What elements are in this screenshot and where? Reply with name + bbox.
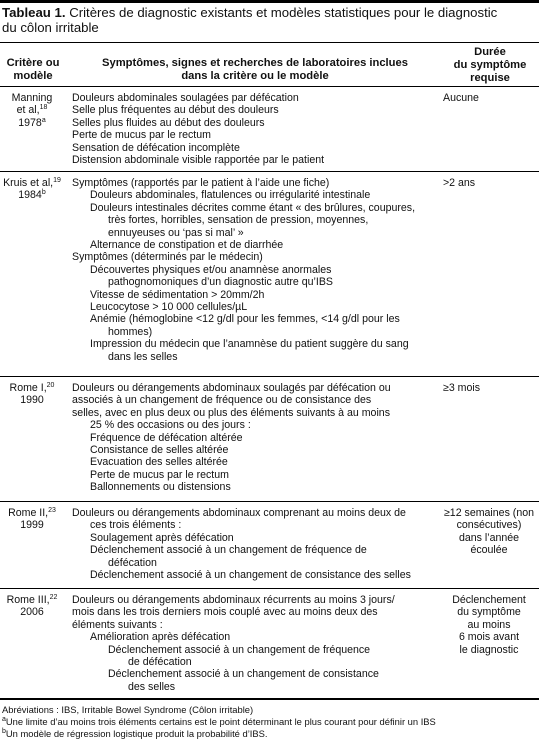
- footnote-a: $^a$Une limite d’au moins trois éléments certains est le point déterminant le plus courant pour définir un IBS: [2, 716, 436, 727]
- row-kruis-criteria: Symptômes (rapportés par le patient à l’aide une fiche) Douleurs abdominales, flatulences ou irrégularité intestinale Douleurs intestinales décrites comme étant « des brûlures, coupures, très fortes, horribles, sensation de pression, moyennes, ennuyeuses ou ‘pas si mal’ » Alternance de constipation et de diarrhée Symptômes (déterminés par le médecin) Découvertes physiques et/ou anamnèse anormales pathognomoniques d’un diagnostic autre qu’IBS Vitesse de sédimentation > 20mm/2h Leucocytose > 10 000 cellules/µL Anémie (hémoglobine <12 g/dl pour les femmes, <14 g/dl pour les hommes) Impression du médecin que l’anamnèse du patient suggère du sang dans les selles: [72, 177, 416, 363]
- row-rome2-duration: ≥12 semaines (non consécutives) dans l’année écoulée: [443, 507, 535, 557]
- row-rome2-name: Rome II,$^{23}$ 1999: [8, 507, 56, 532]
- header-bottom-rule: [0, 86, 539, 87]
- header-col1: Critère ou modèle: [6, 57, 60, 82]
- caption-label: Tableau 1.: [2, 5, 66, 20]
- footnote-abbreviations: Abréviations : IBS, Irritable Bowel Syndrome (Côlon irritable): [2, 704, 254, 715]
- row-rome1-duration: ≥3 mois: [443, 382, 481, 394]
- row-divider: [0, 171, 539, 172]
- header-col3: Durée du symptôme requise: [453, 46, 527, 84]
- row-divider: [0, 376, 539, 377]
- row-manning-duration: Aucune: [443, 92, 479, 104]
- top-rule: [0, 0, 539, 3]
- table-caption: [2, 5, 537, 35]
- footnote-b: $^b$Un modèle de régression logistique produit la probabilité d’IBS.: [2, 728, 268, 739]
- row-rome3-name: Rome III,$^{22}$ 2006: [6, 594, 58, 619]
- row-divider: [0, 501, 539, 502]
- caption-text-2: du côlon irritable: [2, 20, 99, 35]
- row-rome3-duration: Déclenchement du symptôme au moins 6 mois avant le diagnostic: [452, 594, 526, 656]
- row-rome1-name: Rome I,$^{20}$ 1990: [9, 382, 55, 407]
- header-col2: Symptômes, signes et recherches de laboratoires inclues dans la critère ou le modèle: [102, 57, 408, 82]
- row-rome1-criteria: Douleurs ou dérangements abdominaux soulagés par défécation ou associés à un changement de fréquence ou de consistance des selles, avec en plus deux ou plus des éléments suivants à au moins 25 % des occasions ou des jours : Fréquence de défécation altérée Consistance de selles altérée Evacuation des selles altérée Perte de mucus par le rectum Ballonnements ou distensions: [72, 382, 391, 494]
- row-kruis-duration: >2 ans: [443, 177, 476, 189]
- row-kruis-name: Kruis et al,$^{19}$ 1984$^b$: [3, 177, 61, 202]
- row-manning-criteria: Douleurs abdominales soulagées par défécation Selle plus fréquentes au début des douleurs Selles plus fluides au début des douleurs Perte de mucus par le rectum Sensation de défécation incomplète Distension abdominale visible rapportée par le patient: [72, 92, 325, 167]
- table-bottom-rule: [0, 698, 539, 700]
- row-rome2-criteria: Douleurs ou dérangements abdominaux comprenant au moins deux de ces trois éléments : Soulagement après défécation Déclenchement associé à un changement de fréquence de défécation Déclenchement associé à un changement de consistance des selles: [72, 507, 411, 582]
- header-top-rule: [0, 42, 539, 43]
- row-divider: [0, 588, 539, 589]
- caption-text-1: Critères de diagnostic existants et modèles statistiques pour le diagnostic: [69, 5, 498, 20]
- row-manning-name: Manning et al,$^{18}$ 1978$^a$: [11, 92, 53, 129]
- row-rome3-criteria: Douleurs ou dérangements abdominaux récurrents au moins 3 jours/ mois dans les trois derniers mois couplé avec au moins deux des éléments suivants : Amélioration après défécation Déclenchement associé à un changement de fréquence de défécation Déclenchement associé à un changement de consistance des selles: [72, 594, 395, 693]
